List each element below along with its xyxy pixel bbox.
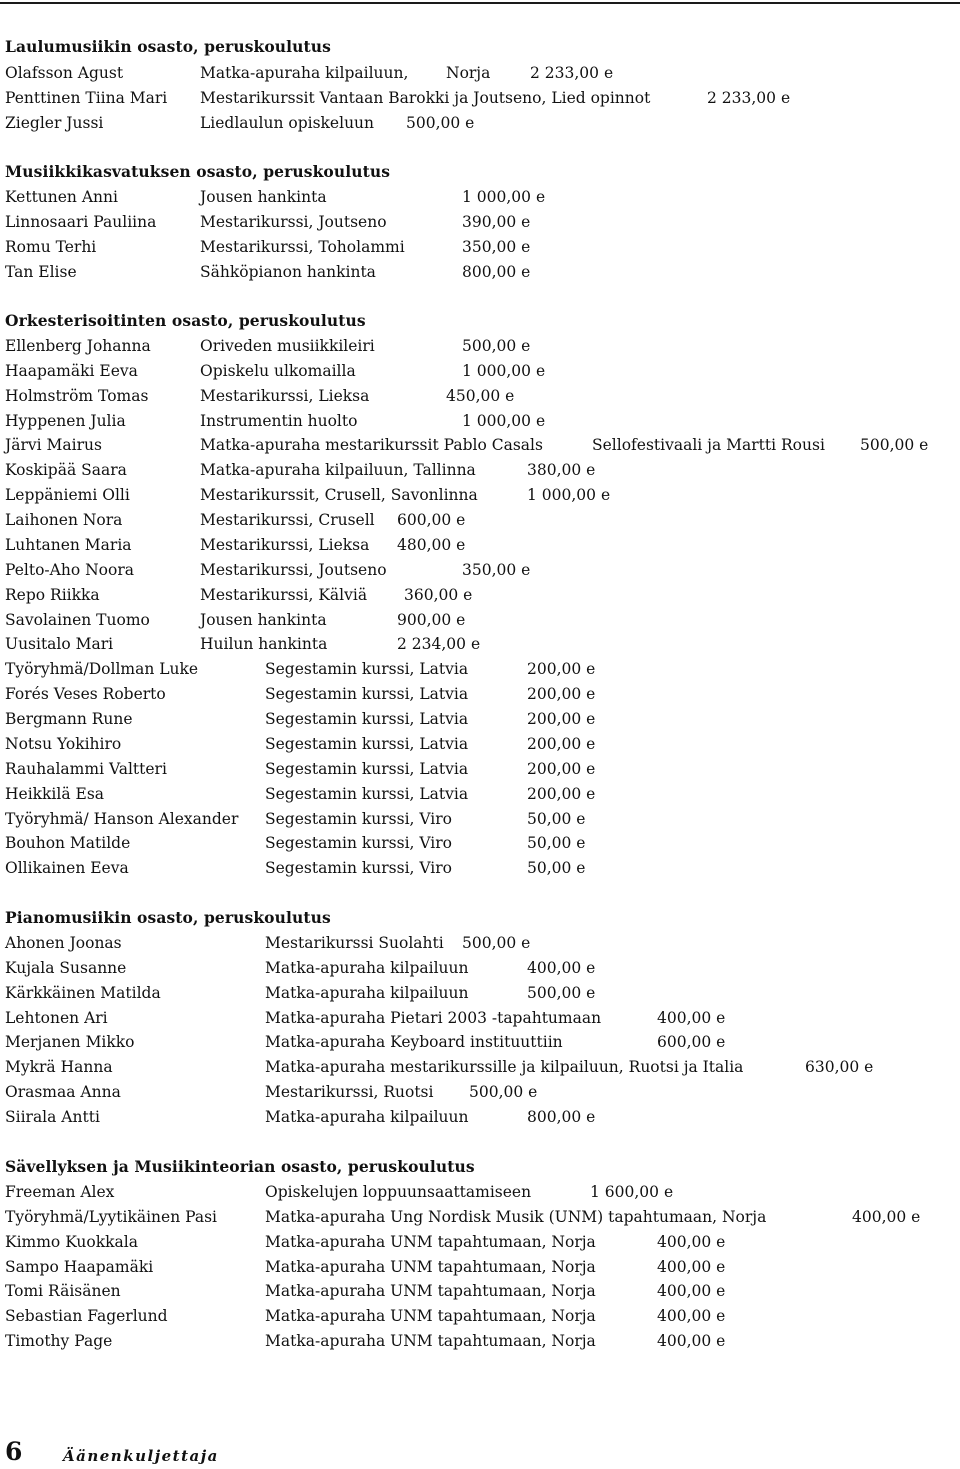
grant-amount: 400,00 e xyxy=(657,1233,726,1251)
grant-amount: 50,00 e xyxy=(527,859,586,877)
grant-amount: 400,00 e xyxy=(527,959,596,977)
grant-row xyxy=(0,983,960,1007)
recipient-name: Kärkkäinen Matilda xyxy=(5,984,161,1002)
grant-amount: 50,00 e xyxy=(527,834,586,852)
grant-row xyxy=(0,734,960,758)
grant-row xyxy=(0,1032,960,1056)
grant-amount: 200,00 e xyxy=(527,685,596,703)
grant-purpose: Matka-apuraha kilpailuun xyxy=(265,1108,469,1126)
section-heading: Laulumusiikin osasto, peruskoulutus xyxy=(5,37,331,56)
recipient-name: Lehtonen Ari xyxy=(5,1009,108,1027)
grant-row xyxy=(0,1008,960,1032)
grant-amount: 450,00 e xyxy=(446,387,515,405)
grant-purpose: Huilun hankinta xyxy=(200,635,328,653)
grant-purpose: Liedlaulun opiskeluun xyxy=(200,114,375,132)
grant-row xyxy=(0,958,960,982)
recipient-name: Haapamäki Eeva xyxy=(5,362,138,380)
grant-row xyxy=(0,809,960,833)
grant-purpose: Matka-apuraha UNM tapahtumaan, Norja xyxy=(265,1332,596,1350)
grant-amount: 350,00 e xyxy=(462,238,531,256)
grant-row xyxy=(0,585,960,609)
recipient-name: Kimmo Kuokkala xyxy=(5,1233,138,1251)
grant-amount: 380,00 e xyxy=(527,461,596,479)
recipient-name: Tomi Räisänen xyxy=(5,1282,121,1300)
grant-row xyxy=(0,262,960,286)
publication-title: Äänenkuljettaja xyxy=(63,1447,219,1465)
recipient-name: Heikkilä Esa xyxy=(5,785,105,803)
grant-purpose: Opiskelu ulkomailla xyxy=(200,362,356,380)
grant-amount: 1 000,00 e xyxy=(462,188,546,206)
recipient-name: Freeman Alex xyxy=(5,1183,115,1201)
grant-amount: 2 234,00 e xyxy=(397,635,481,653)
recipient-name: Hyppenen Julia xyxy=(5,412,126,430)
grant-row xyxy=(0,560,960,584)
page-number: 6 xyxy=(5,1437,23,1466)
grant-purpose: Mestarikurssit, Crusell, Savonlinna xyxy=(200,486,478,504)
grant-purpose: Matka-apuraha kilpailuun, xyxy=(200,64,409,82)
grant-row xyxy=(0,1182,960,1206)
grant-row xyxy=(0,88,960,112)
grant-amount: 2 233,00 e xyxy=(707,89,791,107)
grant-purpose: Segestamin kurssi, Viro xyxy=(265,834,452,852)
grant-purpose: Matka-apuraha UNM tapahtumaan, Norja xyxy=(265,1258,596,1276)
grant-row xyxy=(0,684,960,708)
grant-purpose: Jousen hankinta xyxy=(200,188,327,206)
recipient-name: Orasmaa Anna xyxy=(5,1083,121,1101)
grant-row xyxy=(0,933,960,957)
recipient-name: Kettunen Anni xyxy=(5,188,118,206)
grant-amount: 2 233,00 e xyxy=(530,64,614,82)
recipient-name: Järvi Mairus xyxy=(5,436,102,454)
grant-row xyxy=(0,63,960,87)
recipient-name: Repo Riikka xyxy=(5,586,100,604)
section-heading: Sävellyksen ja Musiikinteorian osasto, peruskoulutus xyxy=(5,1157,475,1176)
grant-amount: 1 000,00 e xyxy=(462,362,546,380)
grant-purpose-continued: Norja xyxy=(446,64,491,82)
grant-purpose: Segestamin kurssi, Latvia xyxy=(265,710,469,728)
grant-amount: 200,00 e xyxy=(527,760,596,778)
grant-purpose: Mestarikurssi, Crusell xyxy=(200,511,375,529)
grant-amount: 400,00 e xyxy=(657,1009,726,1027)
recipient-name: Linnosaari Pauliina xyxy=(5,213,157,231)
grant-amount: 200,00 e xyxy=(527,710,596,728)
grant-purpose: Matka-apuraha kilpailuun xyxy=(265,959,469,977)
grant-row xyxy=(0,485,960,509)
grant-purpose: Matka-apuraha Keyboard instituuttiin xyxy=(265,1033,563,1051)
recipient-name: Luhtanen Maria xyxy=(5,536,132,554)
grant-purpose: Jousen hankinta xyxy=(200,611,327,629)
grant-amount: 50,00 e xyxy=(527,810,586,828)
grant-purpose: Sähköpianon hankinta xyxy=(200,263,376,281)
recipient-name: Työryhmä/Lyytikäinen Pasi xyxy=(5,1208,217,1226)
grant-purpose: Matka-apuraha UNM tapahtumaan, Norja xyxy=(265,1282,596,1300)
grant-amount: 200,00 e xyxy=(527,735,596,753)
grant-amount: 500,00 e xyxy=(462,337,531,355)
recipient-name: Uusitalo Mari xyxy=(5,635,114,653)
grant-amount: 350,00 e xyxy=(462,561,531,579)
grant-purpose: Segestamin kurssi, Latvia xyxy=(265,785,469,803)
top-rule xyxy=(0,2,960,4)
grant-row xyxy=(0,386,960,410)
grant-purpose: Mestarikurssi, Kälviä xyxy=(200,586,368,604)
grant-purpose: Matka-apuraha UNM tapahtumaan, Norja xyxy=(265,1307,596,1325)
recipient-name: Ahonen Joonas xyxy=(5,934,122,952)
grant-amount: 400,00 e xyxy=(852,1208,921,1226)
grant-purpose: Matka-apuraha Ung Nordisk Musik (UNM) tapahtumaan, Norja xyxy=(265,1208,767,1226)
grant-purpose: Mestarikurssi Suolahti xyxy=(265,934,444,952)
grant-row xyxy=(0,1082,960,1106)
recipient-name: Merjanen Mikko xyxy=(5,1033,135,1051)
grant-row xyxy=(0,510,960,534)
grant-purpose: Matka-apuraha Pietari 2003 -tapahtumaan xyxy=(265,1009,602,1027)
grant-row xyxy=(0,759,960,783)
grant-row xyxy=(0,1306,960,1330)
recipient-name: Notsu Yokihiro xyxy=(5,735,122,753)
recipient-name: Työryhmä/Dollman Luke xyxy=(5,660,199,678)
grant-row xyxy=(0,212,960,236)
recipient-name: Timothy Page xyxy=(5,1332,113,1350)
grant-amount: 500,00 e xyxy=(527,984,596,1002)
grant-purpose: Instrumentin huolto xyxy=(200,412,358,430)
grant-amount: 400,00 e xyxy=(657,1282,726,1300)
grant-purpose: Segestamin kurssi, Viro xyxy=(265,810,452,828)
grant-row xyxy=(0,435,960,459)
grant-row xyxy=(0,709,960,733)
grant-amount: 400,00 e xyxy=(657,1307,726,1325)
section-heading: Pianomusiikin osasto, peruskoulutus xyxy=(5,908,331,927)
grant-purpose: Mestarikurssi, Joutseno xyxy=(200,213,387,231)
grant-row xyxy=(0,1107,960,1131)
grant-amount: 600,00 e xyxy=(657,1033,726,1051)
recipient-name: Savolainen Tuomo xyxy=(5,611,150,629)
grant-amount: 630,00 e xyxy=(805,1058,874,1076)
grant-purpose: Matka-apuraha kilpailuun xyxy=(265,984,469,1002)
grant-row xyxy=(0,460,960,484)
grant-amount: 360,00 e xyxy=(404,586,473,604)
recipient-name: Sampo Haapamäki xyxy=(5,1258,154,1276)
grant-amount: 600,00 e xyxy=(397,511,466,529)
recipient-name: Pelto-Aho Noora xyxy=(5,561,134,579)
grant-purpose: Segestamin kurssi, Latvia xyxy=(265,735,469,753)
grant-row xyxy=(0,1057,960,1081)
grant-amount: 500,00 e xyxy=(462,934,531,952)
grant-purpose: Segestamin kurssi, Latvia xyxy=(265,660,469,678)
recipient-name: Ellenberg Johanna xyxy=(5,337,151,355)
grant-amount: 200,00 e xyxy=(527,785,596,803)
recipient-name: Bergmann Rune xyxy=(5,710,133,728)
grant-row xyxy=(0,361,960,385)
grant-purpose: Segestamin kurssi, Latvia xyxy=(265,685,469,703)
grant-amount: 200,00 e xyxy=(527,660,596,678)
grant-amount: 1 000,00 e xyxy=(527,486,611,504)
grant-amount: 500,00 e xyxy=(406,114,475,132)
grant-amount: 500,00 e xyxy=(860,436,929,454)
section-heading: Orkesterisoitinten osasto, peruskoulutus xyxy=(5,311,366,330)
recipient-name: Ollikainen Eeva xyxy=(5,859,129,877)
grant-row xyxy=(0,833,960,857)
grant-row xyxy=(0,535,960,559)
grant-row xyxy=(0,858,960,882)
grant-row xyxy=(0,784,960,808)
recipient-name: Ziegler Jussi xyxy=(5,114,104,132)
grant-purpose: Matka-apuraha kilpailuun, Tallinna xyxy=(200,461,476,479)
grant-amount: 800,00 e xyxy=(462,263,531,281)
grant-amount: 400,00 e xyxy=(657,1258,726,1276)
grant-amount: 1 600,00 e xyxy=(590,1183,674,1201)
grant-row xyxy=(0,634,960,658)
grant-purpose: Mestarikurssi, Lieksa xyxy=(200,536,370,554)
grant-purpose: Matka-apuraha mestarikurssit Pablo Casals xyxy=(200,436,543,454)
grant-amount: 800,00 e xyxy=(527,1108,596,1126)
grant-purpose: Mestarikurssi, Toholammi xyxy=(200,238,405,256)
grant-row xyxy=(0,1232,960,1256)
recipient-name: Olafsson Agust xyxy=(5,64,124,82)
recipient-name: Siirala Antti xyxy=(5,1108,100,1126)
grant-purpose: Mestarikurssi, Ruotsi xyxy=(265,1083,434,1101)
grant-purpose: Opiskelujen loppuunsaattamiseen xyxy=(265,1183,532,1201)
grant-purpose: Matka-apuraha mestarikurssille ja kilpailuun, Ruotsi ja Italia xyxy=(265,1058,744,1076)
grant-row xyxy=(0,113,960,137)
grant-row xyxy=(0,1281,960,1305)
grant-purpose: Mestarikurssi, Lieksa xyxy=(200,387,370,405)
grant-row xyxy=(0,1207,960,1231)
recipient-name: Rauhalammi Valtteri xyxy=(5,760,167,778)
recipient-name: Koskipää Saara xyxy=(5,461,127,479)
grant-row xyxy=(0,411,960,435)
grant-amount: 1 000,00 e xyxy=(462,412,546,430)
recipient-name: Leppäniemi Olli xyxy=(5,486,130,504)
grant-row xyxy=(0,237,960,261)
recipient-name: Työryhmä/ Hanson Alexander xyxy=(5,810,239,828)
grant-purpose: Segestamin kurssi, Viro xyxy=(265,859,452,877)
grant-purpose: Matka-apuraha UNM tapahtumaan, Norja xyxy=(265,1233,596,1251)
grant-row xyxy=(0,336,960,360)
grant-row xyxy=(0,1331,960,1355)
recipient-name: Tan Elise xyxy=(5,263,77,281)
grant-row xyxy=(0,659,960,683)
grant-purpose-continued: Sellofestivaali ja Martti Rousi xyxy=(592,436,825,454)
recipient-name: Penttinen Tiina Mari xyxy=(5,89,168,107)
grant-amount: 480,00 e xyxy=(397,536,466,554)
grant-purpose: Mestarikurssi, Joutseno xyxy=(200,561,387,579)
recipient-name: Mykrä Hanna xyxy=(5,1058,113,1076)
grant-row xyxy=(0,610,960,634)
recipient-name: Bouhon Matilde xyxy=(5,834,131,852)
grant-purpose: Mestarikurssit Vantaan Barokki ja Joutseno, Lied opinnot xyxy=(200,89,651,107)
grant-amount: 500,00 e xyxy=(469,1083,538,1101)
grant-amount: 390,00 e xyxy=(462,213,531,231)
grant-purpose: Oriveden musiikkileiri xyxy=(200,337,375,355)
recipient-name: Laihonen Nora xyxy=(5,511,123,529)
recipient-name: Sebastian Fagerlund xyxy=(5,1307,168,1325)
grant-purpose: Segestamin kurssi, Latvia xyxy=(265,760,469,778)
grant-row xyxy=(0,1257,960,1281)
grant-row xyxy=(0,187,960,211)
grant-amount: 400,00 e xyxy=(657,1332,726,1350)
recipient-name: Romu Terhi xyxy=(5,238,97,256)
recipient-name: Forés Veses Roberto xyxy=(5,685,166,703)
grant-amount: 900,00 e xyxy=(397,611,466,629)
recipient-name: Kujala Susanne xyxy=(5,959,127,977)
recipient-name: Holmström Tomas xyxy=(5,387,149,405)
section-heading: Musiikkikasvatuksen osasto, peruskoulutus xyxy=(5,162,391,181)
